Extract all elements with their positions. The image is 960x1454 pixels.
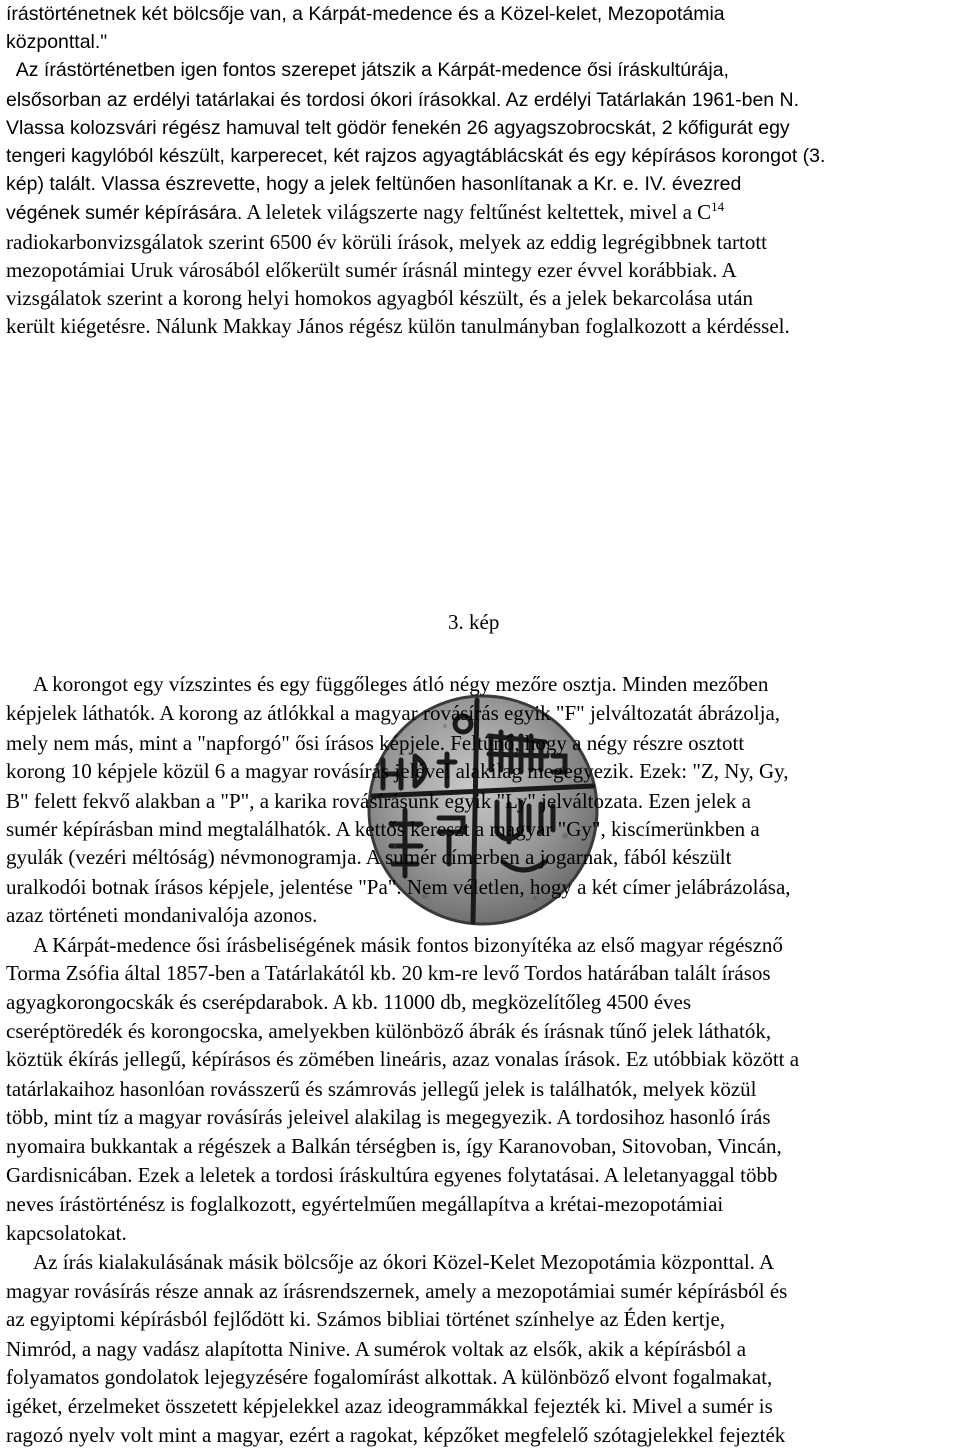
text-line: írástörténetnek két bölcsője van, a Kárpát-medence és a Közel-kelet, Mezopotámia [6, 3, 725, 25]
text-line: uralkodói botnak írásos képjele, jelentése "Pa". Nem véletlen, hogy a két címer jelábrázolása, [6, 875, 791, 899]
text-line: gyulák (vezéri méltóság) névmonogramja. A sumér címerben a jogarnak, fából készült [6, 845, 732, 869]
text-line: Az írás kialakulásának másik bölcsője az ókori Közel-Kelet Mezopotámia központtal. A [33, 1250, 775, 1274]
text-line: korong 10 képjele közül 6 a magyar rovásírás jelével alakilag megegyezik. Ezek: "Z, Ny, Gy, [6, 759, 789, 783]
figure-caption-text: 3. kép [448, 610, 500, 634]
text-segment: végének sumér képírására. [6, 202, 243, 224]
text-segment: A leletek világszerte nagy feltűnést keltettek, mivel a C [242, 200, 712, 224]
text-line: több, mint tíz a magyar rovásírás jeleivel alakilag is megegyezik. A tordosihoz hasonló írás [6, 1105, 771, 1129]
text-line: tengeri kagylóból készült, karperecet, két rajzos agyagtáblácskát és egy képírásos korongot (3. [6, 145, 826, 167]
text-line: azaz történeti mondanivalója azonos. [6, 903, 318, 927]
text-line: köztük ékírás jellegű, képírásos és zömében lineáris, azaz vonalas írások. Ez utóbbiak között a [6, 1047, 800, 1071]
text-line: mely nem más, mint a "napforgó" ősi írásos képjele. Feltünő, hogy a négy részre osztott [6, 731, 745, 755]
text-line: mezopotámiai Uruk városából előkerült sumér írásnál mintegy ezer évvel korábbiak. A [6, 258, 737, 282]
text-line: kép) talált. Vlassa észrevette, hogy a jelek feltünően hasonlítanak a Kr. e. IV. évezred [6, 173, 742, 195]
text-line: A Kárpát-medence ősi írásbeliségének másik fontos bizonyítéka az első magyar régésznő [33, 933, 783, 957]
text-line: Torma Zsófia által 1857-ben a Tatárlakától kb. 20 km-re levő Tordos határában talált írásos [6, 961, 771, 985]
text-line: tatárlakaihoz hasonlóan rovásszerű és számrovás jellegű jelek is találhatók, melyek közül [6, 1077, 757, 1101]
text-line: neves írástörténész is foglalkozott, egyértelműen megállapítva a krétai-mezopotámiai [6, 1192, 724, 1216]
text-line: központtal." [6, 31, 108, 53]
text-line: Gardisnicában. Ezek a leletek a tordosi íráskultúra egyenes folytatásai. A leletanyaggal több [6, 1163, 778, 1187]
text-line: került kiégetésre. Nálunk Makkay János régész külön tanulmányban foglalkozott a kérdéssel. [6, 314, 790, 338]
text-line [6, 56, 729, 84]
text-line: B" felett fekvő alakban a "P", a karika rovásírásunk egyik "Ly" jelváltozata. Ezen jelek a [6, 789, 751, 813]
text-line: igéket, érzelmeket összetett képjelekkel azaz ideogrammákkal fejezték ki. Mivel a sumér is [6, 1394, 773, 1418]
text-line: képjelek láthatók. A korong az átlókkal a magyar rovásírás egyik "F" jelváltozatát ábrázolja, [6, 701, 781, 725]
text-line: Vlassa kolozsvári régész hamuval telt gödör fenekén 26 agyagszobrocskát, 2 kőfigurát egy [6, 117, 790, 139]
superscript: 14 [711, 199, 725, 214]
text-line: agyagkorongocskák és cserépdarabok. A kb. 11000 db, megközelítőleg 4500 éves [6, 990, 692, 1014]
text-line: radiokarbonvizsgálatok szerint 6500 év körüli írások, melyek az eddig legrégibbnek tartott [6, 230, 768, 254]
text-line: sumér képírásban mind megtalálhatók. A kettős kereszt a magyar "Gy", kiscímerünkben a [6, 817, 760, 841]
text-line: Nimród, a nagy vadász alapította Ninive. A sumérok voltak az elsők, akik a képírásból a [6, 1337, 747, 1361]
text-line: vizsgálatok szerint a korong helyi homokos agyagból készült, és a jelek bekarcolása után [6, 286, 754, 310]
text-line: A korongot egy vízszintes és egy függőleges átló négy mezőre osztja. Minden mezőben [33, 672, 769, 696]
text-line: ragozó nyelv volt mint a magyar, ezért a ragokat, képzőket megfelelő szótagjelekkel fejezték [6, 1423, 786, 1447]
text-line: folyamatos gondolatok lejegyzésére fogalomírást alkottak. A különböző elvont fogalmakat, [6, 1365, 773, 1389]
text-line: kapcsolatokat. [6, 1221, 127, 1245]
text-line [6, 198, 724, 226]
text-line-content: Az írástörténetben igen fontos szerepet játszik a Kárpát-medence ősi íráskultúrája, [6, 59, 729, 81]
text-line: magyar rovásírás része annak az írásrendszernek, amely a mezopotámiai sumér képírásból és [6, 1279, 788, 1303]
text-line: elsősorban az erdélyi tatárlakai és tordosi ókori írásokkal. Az erdélyi Tatárlakán 1961-ben N. [6, 89, 800, 111]
text-line: cseréptöredék és korongocska, amelyekben különböző ábrák és írásnak tűnő jelek láthatók, [6, 1019, 772, 1043]
text-line: nyomaira bukkantak a régészek a Balkán térségben is, így Karanovoban, Sitovoban, Vincán, [6, 1134, 782, 1158]
text-line: az egyiptomi képírásból fejlődött ki. Számos bibliai történet színhelye az Éden kertje, [6, 1307, 726, 1331]
